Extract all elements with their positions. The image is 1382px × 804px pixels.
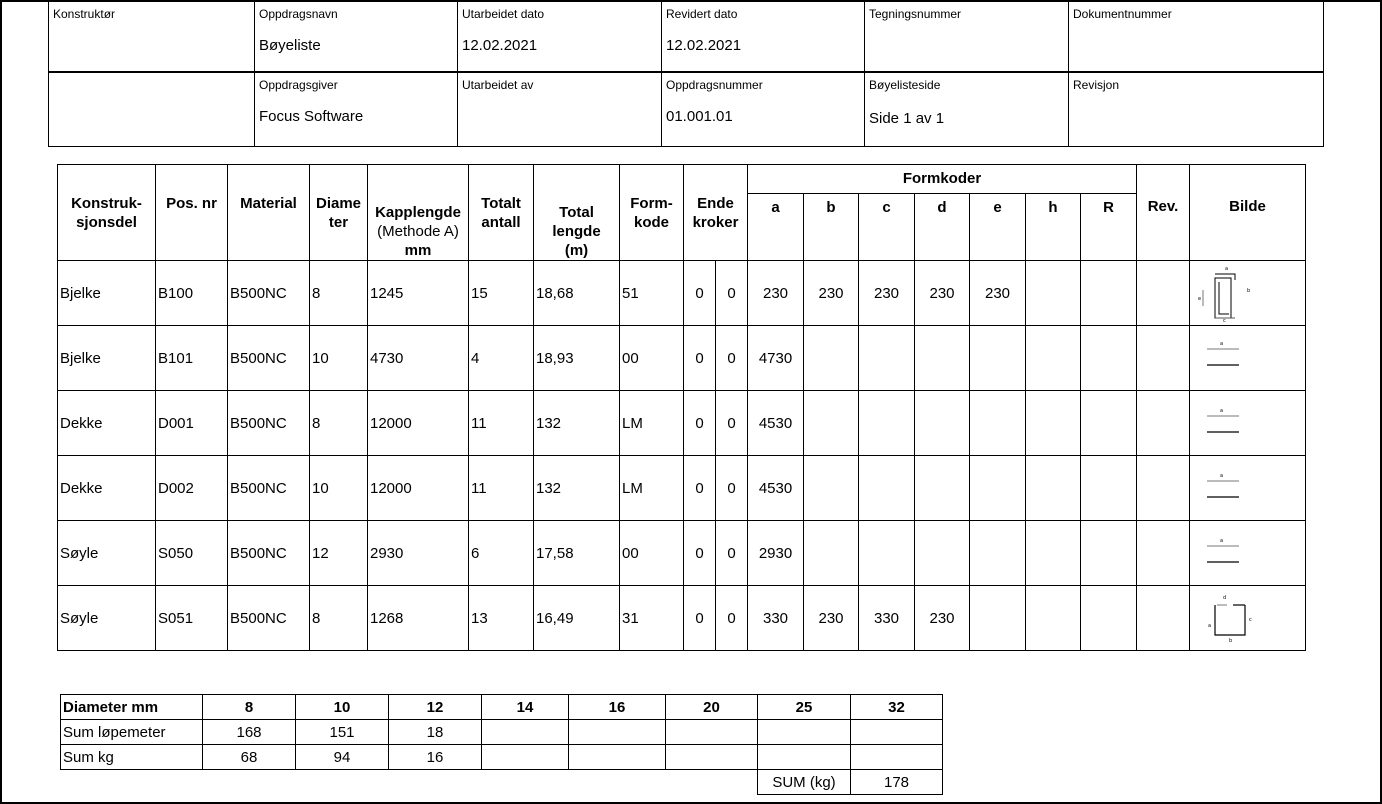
cell-kapplengde: 12000 [368, 456, 469, 521]
cell-r [1081, 521, 1137, 586]
header-text: Diame [315, 194, 362, 212]
cell-c: 330 [859, 586, 915, 651]
cell-diameter: 10 [310, 326, 368, 391]
cell-bilde [1190, 456, 1306, 521]
cell-pos-nr: S051 [156, 586, 228, 651]
cell-material: B500NC [228, 326, 310, 391]
table-row [58, 456, 1306, 521]
lopemeter-value [758, 720, 851, 745]
col-ende-kroker [684, 165, 748, 261]
dokumentnummer-cell [1069, 2, 1323, 71]
cell-kapplengde: 4730 [368, 326, 469, 391]
cell-konstruksjonsdel: Bjelke [58, 326, 156, 391]
col-diameter [310, 165, 368, 261]
header-text: lengde [552, 223, 601, 240]
table-row [58, 261, 1306, 326]
col-b: b [804, 193, 859, 260]
cell-ende-2: 0 [716, 391, 748, 456]
cell-c [859, 456, 915, 521]
cell-pos-nr: D001 [156, 391, 228, 456]
cell-lengde: 16,49 [534, 586, 620, 651]
cell-konstruksjonsdel: Søyle [58, 586, 156, 651]
revidert-dato-label: Revidert dato [666, 7, 738, 21]
cell-d [915, 456, 970, 521]
shape-straight-icon [1193, 457, 1303, 519]
cell-c [859, 521, 915, 586]
boyelisteside-cell [865, 73, 1068, 146]
col-konstruksjonsdel [58, 165, 156, 261]
cell-b [804, 391, 859, 456]
kg-value [758, 745, 851, 770]
revidert-dato-value: 12.02.2021 [666, 37, 742, 54]
konstruktor-cell [49, 2, 254, 71]
cell-diameter: 8 [310, 261, 368, 326]
cell-konstruksjonsdel: Dekke [58, 391, 156, 456]
summary-spacer [61, 770, 758, 795]
diameter-value: 25 [758, 695, 851, 720]
svg-text:b: b [1228, 638, 1232, 644]
lopemeter-value: 18 [389, 720, 482, 745]
table-header-group-row [58, 165, 1306, 194]
cell-lengde: 132 [534, 456, 620, 521]
svg-text:a: a [1219, 341, 1223, 347]
svg-text:d: d [1222, 595, 1226, 601]
tegningsnummer-cell [865, 2, 1068, 71]
cell-ende-1: 0 [684, 261, 716, 326]
svg-text:a: a [1219, 538, 1223, 544]
cell-e: 230 [970, 261, 1026, 326]
cell-rev [1137, 391, 1190, 456]
header-text: Kapplengde [375, 204, 461, 221]
utarbeidet-dato-value: 12.02.2021 [462, 37, 538, 54]
col-d: d [915, 193, 970, 260]
cell-a: 4530 [748, 456, 804, 521]
table-row [58, 521, 1306, 586]
lopemeter-value: 151 [296, 720, 389, 745]
lopemeter-value [569, 720, 666, 745]
cell-b: 230 [804, 261, 859, 326]
cell-rev [1137, 586, 1190, 651]
cell-a: 4730 [748, 326, 804, 391]
col-bilde: Bilde [1190, 193, 1306, 260]
cell-rev [1137, 456, 1190, 521]
cell-diameter: 12 [310, 521, 368, 586]
svg-text:c: c [1248, 617, 1252, 623]
cell-lengde: 132 [534, 391, 620, 456]
kg-label: Sum kg [61, 745, 203, 770]
cell-ende-2: 0 [716, 521, 748, 586]
boyelisteside-value: Side 1 av 1 [869, 110, 945, 127]
svg-text:b: b [1246, 288, 1250, 294]
cell-material: B500NC [228, 521, 310, 586]
cell-pos-nr: D002 [156, 456, 228, 521]
summary-diameter-row [61, 695, 943, 720]
cell-e [970, 521, 1026, 586]
col-a: a [748, 193, 804, 260]
diameter-value: 12 [389, 695, 482, 720]
cell-d [915, 521, 970, 586]
cell-rev [1137, 521, 1190, 586]
cell-e [970, 456, 1026, 521]
cell-konstruksjonsdel: Dekke [58, 456, 156, 521]
cell-rev [1137, 326, 1190, 391]
cell-bilde [1190, 586, 1306, 651]
col-pos-nr [156, 165, 228, 261]
cell-r [1081, 456, 1137, 521]
header-text: Form- [630, 194, 673, 212]
cell-kapplengde: 1268 [368, 586, 469, 651]
cell-diameter: 8 [310, 586, 368, 651]
col-totalt-antall [469, 165, 534, 261]
cell-ende-2: 0 [716, 261, 748, 326]
shape-straight-icon [1193, 392, 1303, 454]
cell-rev [1137, 261, 1190, 326]
cell-ende-1: 0 [684, 326, 716, 391]
summary-table [60, 694, 943, 795]
rev-header-top [1137, 165, 1190, 194]
cell-ende-1: 0 [684, 521, 716, 586]
oppdragsnummer-cell [662, 73, 864, 146]
summary-lopemeter-row [61, 720, 943, 745]
diameter-value: 16 [569, 695, 666, 720]
lopemeter-value [666, 720, 758, 745]
lopemeter-label: Sum løpemeter [61, 720, 203, 745]
cell-a: 330 [748, 586, 804, 651]
cell-material: B500NC [228, 261, 310, 326]
utarbeidet-av-cell [458, 73, 661, 146]
dokumentnummer-label: Dokumentnummer [1073, 7, 1172, 21]
cell-bilde [1190, 261, 1306, 326]
cell-bilde [1190, 521, 1306, 586]
cell-antall: 11 [469, 456, 534, 521]
cell-r [1081, 326, 1137, 391]
col-e: e [970, 193, 1026, 260]
kg-value [569, 745, 666, 770]
shape-straight-icon [1193, 522, 1303, 584]
cell-lengde: 17,58 [534, 521, 620, 586]
document-header [48, 2, 1324, 147]
header-text: Material [240, 194, 297, 212]
cell-formkode: LM [620, 391, 684, 456]
shape-31-icon [1193, 587, 1303, 649]
cell-antall: 11 [469, 391, 534, 456]
cell-ende-1: 0 [684, 586, 716, 651]
cell-antall: 6 [469, 521, 534, 586]
oppdragsgiver-label: Oppdragsgiver [259, 78, 338, 92]
col-r: R [1081, 193, 1137, 260]
cell-kapplengde: 1245 [368, 261, 469, 326]
cell-b [804, 456, 859, 521]
col-h: h [1026, 193, 1081, 260]
cell-a: 230 [748, 261, 804, 326]
cell-r [1081, 261, 1137, 326]
oppdragsgiver-cell [255, 73, 457, 146]
cell-h [1026, 456, 1081, 521]
cell-r [1081, 391, 1137, 456]
col-material [228, 165, 310, 261]
header-text: ter [328, 213, 349, 231]
cell-d: 230 [915, 261, 970, 326]
diameter-value: 8 [203, 695, 296, 720]
cell-e [970, 326, 1026, 391]
col-total-lengde [534, 165, 620, 261]
cell-h [1026, 261, 1081, 326]
header-text: kroker [692, 213, 739, 231]
kg-value: 16 [389, 745, 482, 770]
cell-kapplengde: 12000 [368, 391, 469, 456]
boyelisteside-label: Bøyelisteside [869, 78, 941, 92]
cell-ende-1: 0 [684, 456, 716, 521]
kg-value [851, 745, 943, 770]
bilde-header-top [1190, 165, 1306, 194]
header-text: Ende [697, 194, 734, 212]
header-text: Konstruk- [71, 194, 142, 212]
cell-r [1081, 586, 1137, 651]
cell-b [804, 326, 859, 391]
cell-kapplengde: 2930 [368, 521, 469, 586]
cell-material: B500NC [228, 586, 310, 651]
cell-bilde [1190, 391, 1306, 456]
revisjon-label: Revisjon [1073, 78, 1120, 92]
kg-value: 94 [296, 745, 389, 770]
cell-antall: 13 [469, 586, 534, 651]
svg-text:e: e [1197, 296, 1201, 302]
cell-a: 2930 [748, 521, 804, 586]
cell-pos-nr: B100 [156, 261, 228, 326]
cell-antall: 15 [469, 261, 534, 326]
header-text: Total [559, 204, 594, 221]
cell-material: B500NC [228, 391, 310, 456]
table-row [58, 586, 1306, 651]
utarbeidet-dato-cell [458, 2, 661, 71]
cell-c: 230 [859, 261, 915, 326]
cell-d: 230 [915, 586, 970, 651]
cell-d [915, 326, 970, 391]
lopemeter-value [851, 720, 943, 745]
bending-list-table [57, 164, 1306, 651]
header-text: (m) [564, 242, 589, 259]
lopemeter-value: 168 [203, 720, 296, 745]
revisjon-cell [1069, 73, 1323, 146]
tegningsnummer-label: Tegningsnummer [869, 7, 962, 21]
kg-value [666, 745, 758, 770]
header-text: sjonsdel [76, 213, 137, 231]
cell-b [804, 521, 859, 586]
cell-pos-nr: S050 [156, 521, 228, 586]
cell-ende-2: 0 [716, 456, 748, 521]
cell-ende-2: 0 [716, 326, 748, 391]
table-row [58, 391, 1306, 456]
svg-text:a: a [1219, 408, 1223, 414]
cell-lengde: 18,93 [534, 326, 620, 391]
total-value: 178 [851, 770, 943, 795]
svg-text:a: a [1224, 266, 1228, 272]
cell-ende-1: 0 [684, 391, 716, 456]
col-c: c [859, 193, 915, 260]
header-text: kode [633, 213, 669, 231]
cell-diameter: 8 [310, 391, 368, 456]
cell-b: 230 [804, 586, 859, 651]
cell-h [1026, 326, 1081, 391]
cell-h [1026, 521, 1081, 586]
konstruktor-label: Konstruktør [53, 7, 116, 21]
kg-value: 68 [203, 745, 296, 770]
total-label: SUM (kg) [758, 770, 851, 795]
revidert-dato-cell [662, 2, 864, 71]
header-text: Totalt [481, 194, 521, 212]
header-text: antall [481, 213, 521, 231]
lopemeter-value [482, 720, 569, 745]
diameter-value: 14 [482, 695, 569, 720]
cell-konstruksjonsdel: Bjelke [58, 261, 156, 326]
cell-e [970, 586, 1026, 651]
cell-formkode: 51 [620, 261, 684, 326]
utarbeidet-av-label: Utarbeidet av [462, 78, 534, 92]
oppdragsgiver-value: Focus Software [259, 108, 364, 125]
cell-e [970, 391, 1026, 456]
cell-formkode: 00 [620, 521, 684, 586]
cell-c [859, 391, 915, 456]
cell-a: 4530 [748, 391, 804, 456]
cell-h [1026, 391, 1081, 456]
oppdragsnummer-label: Oppdragsnummer [666, 78, 763, 92]
shape-straight-icon [1193, 327, 1303, 389]
cell-d [915, 391, 970, 456]
cell-pos-nr: B101 [156, 326, 228, 391]
oppdragsnavn-label: Oppdragsnavn [259, 7, 338, 21]
shape-51-icon [1193, 262, 1303, 324]
oppdragsnavn-value: Bøyeliste [259, 37, 321, 54]
table-row [58, 326, 1306, 391]
diameter-value: 20 [666, 695, 758, 720]
cell-formkode: LM [620, 456, 684, 521]
svg-text:a: a [1219, 473, 1223, 479]
oppdragsnummer-value: 01.001.01 [666, 108, 733, 125]
svg-text:a: a [1207, 623, 1211, 629]
diameter-value: 10 [296, 695, 389, 720]
cell-ende-2: 0 [716, 586, 748, 651]
cell-h [1026, 586, 1081, 651]
diameter-label: Diameter mm [61, 695, 203, 720]
cell-konstruksjonsdel: Søyle [58, 521, 156, 586]
kg-value [482, 745, 569, 770]
header-text: mm [404, 242, 432, 259]
summary-kg-row [61, 745, 943, 770]
col-kapplengde [368, 165, 469, 261]
header-text: (Methode A) [377, 223, 459, 240]
cell-lengde: 18,68 [534, 261, 620, 326]
cell-formkode: 31 [620, 586, 684, 651]
diameter-value: 32 [851, 695, 943, 720]
formkoder-group-header: Formkoder [748, 165, 1137, 194]
header-text: Pos. nr [166, 194, 217, 212]
cell-c [859, 326, 915, 391]
cell-diameter: 10 [310, 456, 368, 521]
cell-formkode: 00 [620, 326, 684, 391]
col-rev: Rev. [1137, 193, 1190, 260]
oppdragsnavn-cell [255, 2, 457, 71]
cell-material: B500NC [228, 456, 310, 521]
summary-total-row [61, 770, 943, 795]
cell-antall: 4 [469, 326, 534, 391]
svg-text:c: c [1222, 318, 1226, 324]
utarbeidet-dato-label: Utarbeidet dato [462, 7, 545, 21]
col-formkode [620, 165, 684, 261]
cell-bilde [1190, 326, 1306, 391]
